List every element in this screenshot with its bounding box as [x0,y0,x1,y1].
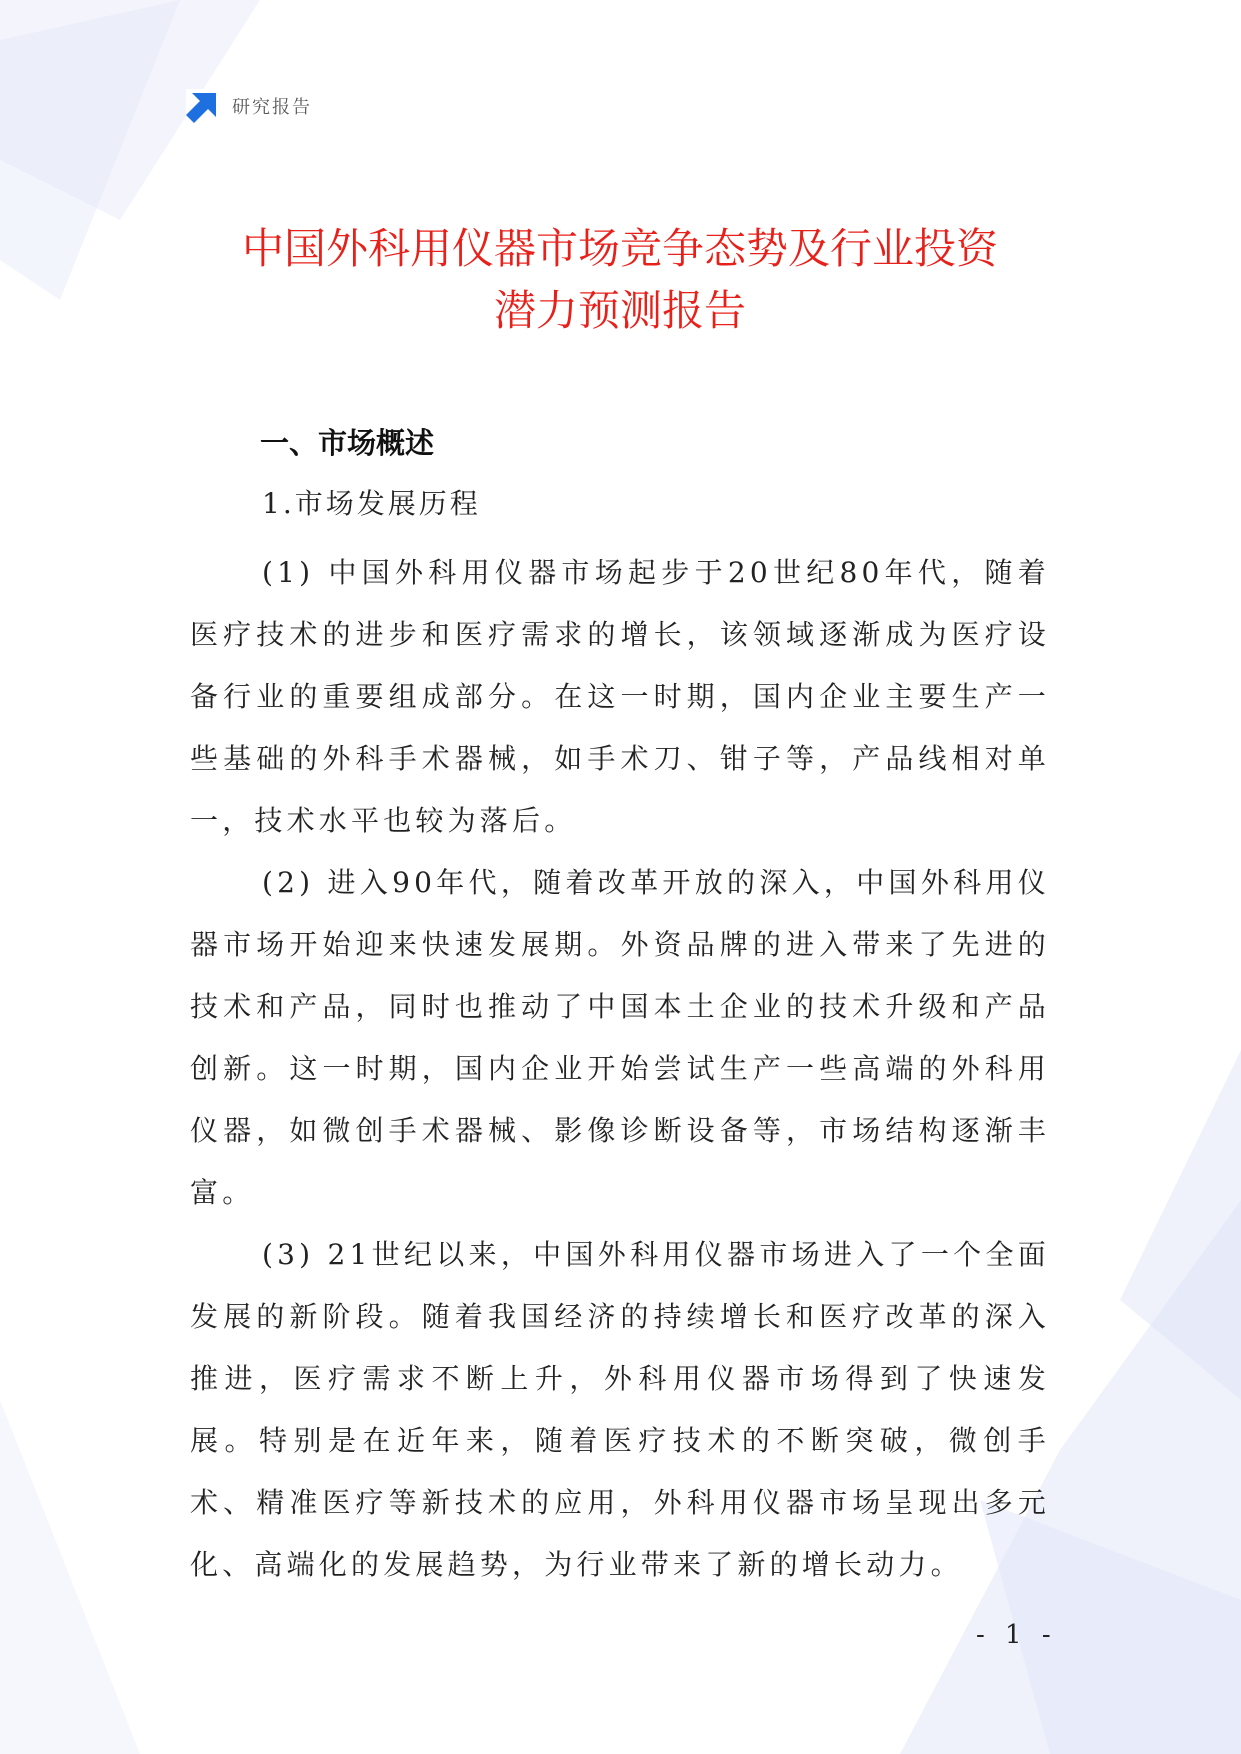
section-heading: 一、市场概述 [260,426,435,460]
paragraph-2: (2) 进入90年代，随着改革开放的深入，中国外科用仪器市场开始迎来快速发展期。外资品牌的进入带来了先进的技术和产品，同时也推动了中国本土企业的技术升级和产品创新。这一时期，国内企业开始尝试生产一些高端的外科用仪器，如微创手术器械、影像诊断设备等，市场结构逐渐丰富。 [190,866,1050,1209]
sub-heading: 1.市场发展历程 [262,487,481,520]
report-header [186,88,312,124]
paragraph-3: (3) 21世纪以来，中国外科用仪器市场进入了一个全面发展的新阶段。随着我国经济的持续增长和医疗改革的深入推进，医疗需求不断上升，外科用仪器市场得到了快速发展。特别是在近年来，随着医疗技术的不断突破，微创手术、精准医疗等新技术的应用，外科用仪器市场呈现出多元化、高端化的发展趋势，为行业带来了新的增长动力。 [190,1238,1050,1581]
title-line-1: 中国外科用仪器市场竞争态势及行业投资 [241,224,998,273]
page-number: - 1 - [976,1620,1057,1650]
document-title [120,218,1120,342]
document-body [190,418,1050,1596]
title-line-2: 潜力预测报告 [493,286,746,335]
paragraph-1: (1) 中国外科用仪器市场起步于20世纪80年代，随着医疗技术的进步和医疗需求的增长，该领域逐渐成为医疗设备行业的重要组成部分。在这一时期，国内企业主要生产一些基础的外科手术器械，如手术刀、钳子等，产品线相对单一，技术水平也较为落后。 [190,556,1050,837]
header-label: 研究报告 [232,97,312,118]
arrow-up-right-icon [186,89,220,123]
